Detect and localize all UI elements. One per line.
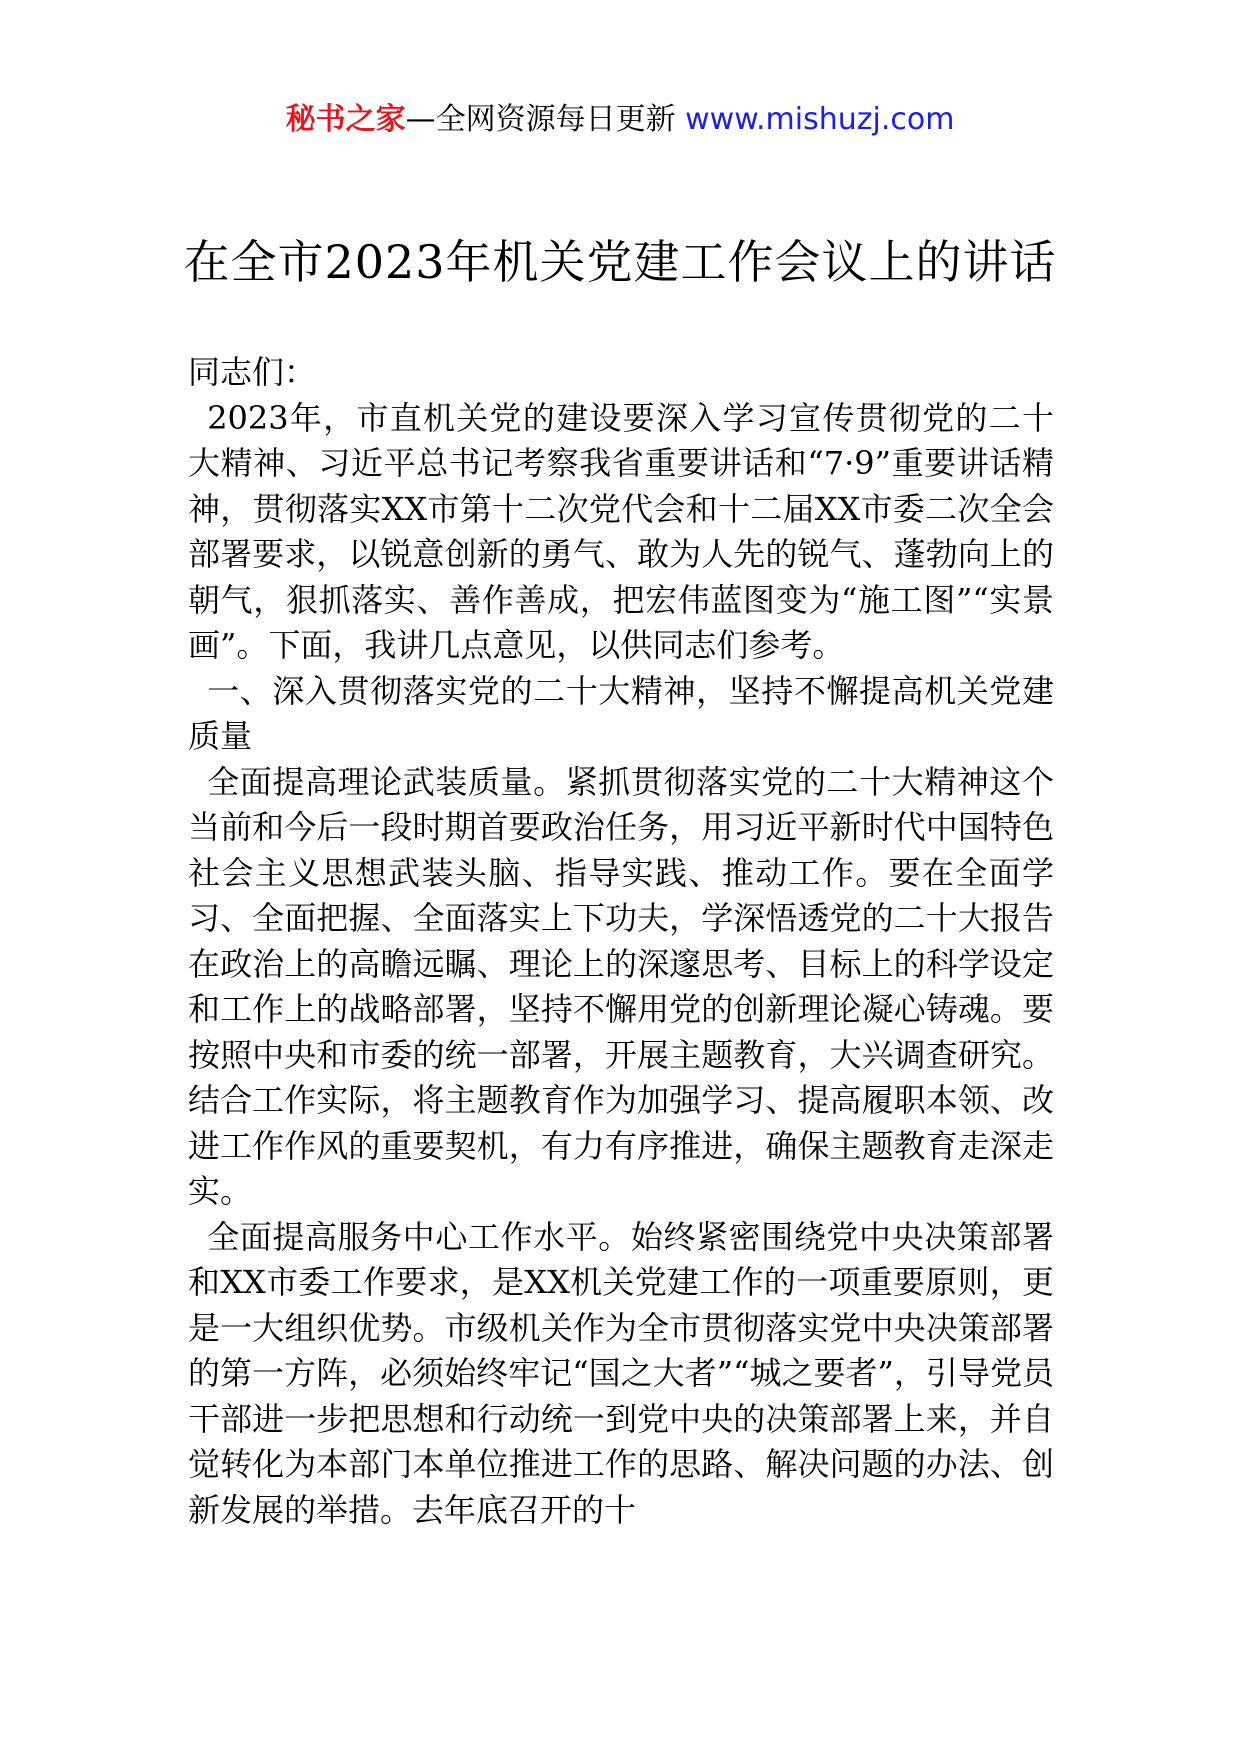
document-title: 在全市2023年机关党建工作会议上的讲话 bbox=[183, 235, 1057, 289]
brand-name: 秘书之家 bbox=[285, 102, 406, 137]
body-paragraph: 全面提高理论武装质量。紧抓贯彻落实党的二十大精神这个当前和今后一段时期首要政治任务，用习近平新时代中国特色社会主义思想武装头脑、指导实践、推动工作。要在全面学习、全面把握、全面落实上下功夫，学深悟透党的二十大报告在政治上的高瞻远瞩、理论上的深邃思考、目标上的科学设定和工作上的战略部署，坚持不懈用党的创新理论凝心铸魂。要按照中央和市委的统一部署，开展主题教育，大兴调查研究。结合工作实际，将主题教育作为加强学习、提高履职本领、改进工作作风的重要契机，有力有序推进，确保主题教育走深走实。 bbox=[188, 762, 1054, 1210]
document-body bbox=[188, 350, 1054, 1533]
header-separator: — bbox=[405, 102, 436, 137]
salutation: 同志们： bbox=[188, 353, 317, 391]
section-heading: 一、深入贯彻落实党的二十大精神，坚持不懈提高机关党建质量 bbox=[188, 671, 1054, 755]
body-paragraph: 2023年，市直机关党的建设要深入学习宣传贯彻党的二十大精神、习近平总书记考察我省重要讲话和“7·9”重要讲话精神，贯彻落实XX市第十二次党代会和十二届XX市委二次全会部署要求，以锐意创新的勇气、敢为人先的锐气、蓬勃向上的朝气，狠抓落实、善作善成，把宏伟蓝图变为“施工图”“实景画”。下面，我讲几点意见，以供同志们参考。 bbox=[188, 398, 1054, 664]
header-slogan: 全网资源每日更新 bbox=[435, 102, 686, 137]
header-url-link[interactable]: www.mishuzj.com bbox=[685, 102, 955, 137]
site-header bbox=[0, 100, 1240, 140]
body-paragraph: 全面提高服务中心工作水平。始终紧密围绕党中央决策部署和XX市委工作要求，是XX机关党建工作的一项重要原则，更是一大组织优势。市级机关作为全市贯彻落实党中央决策部署的第一方阵，必须始终牢记“国之大者”“城之要者”，引导党员干部进一步把思想和行动统一到党中央的决策部署上来，并自觉转化为本部门本单位推进工作的思路、解决问题的办法、创新发展的举措。去年底召开的十 bbox=[188, 1217, 1054, 1529]
